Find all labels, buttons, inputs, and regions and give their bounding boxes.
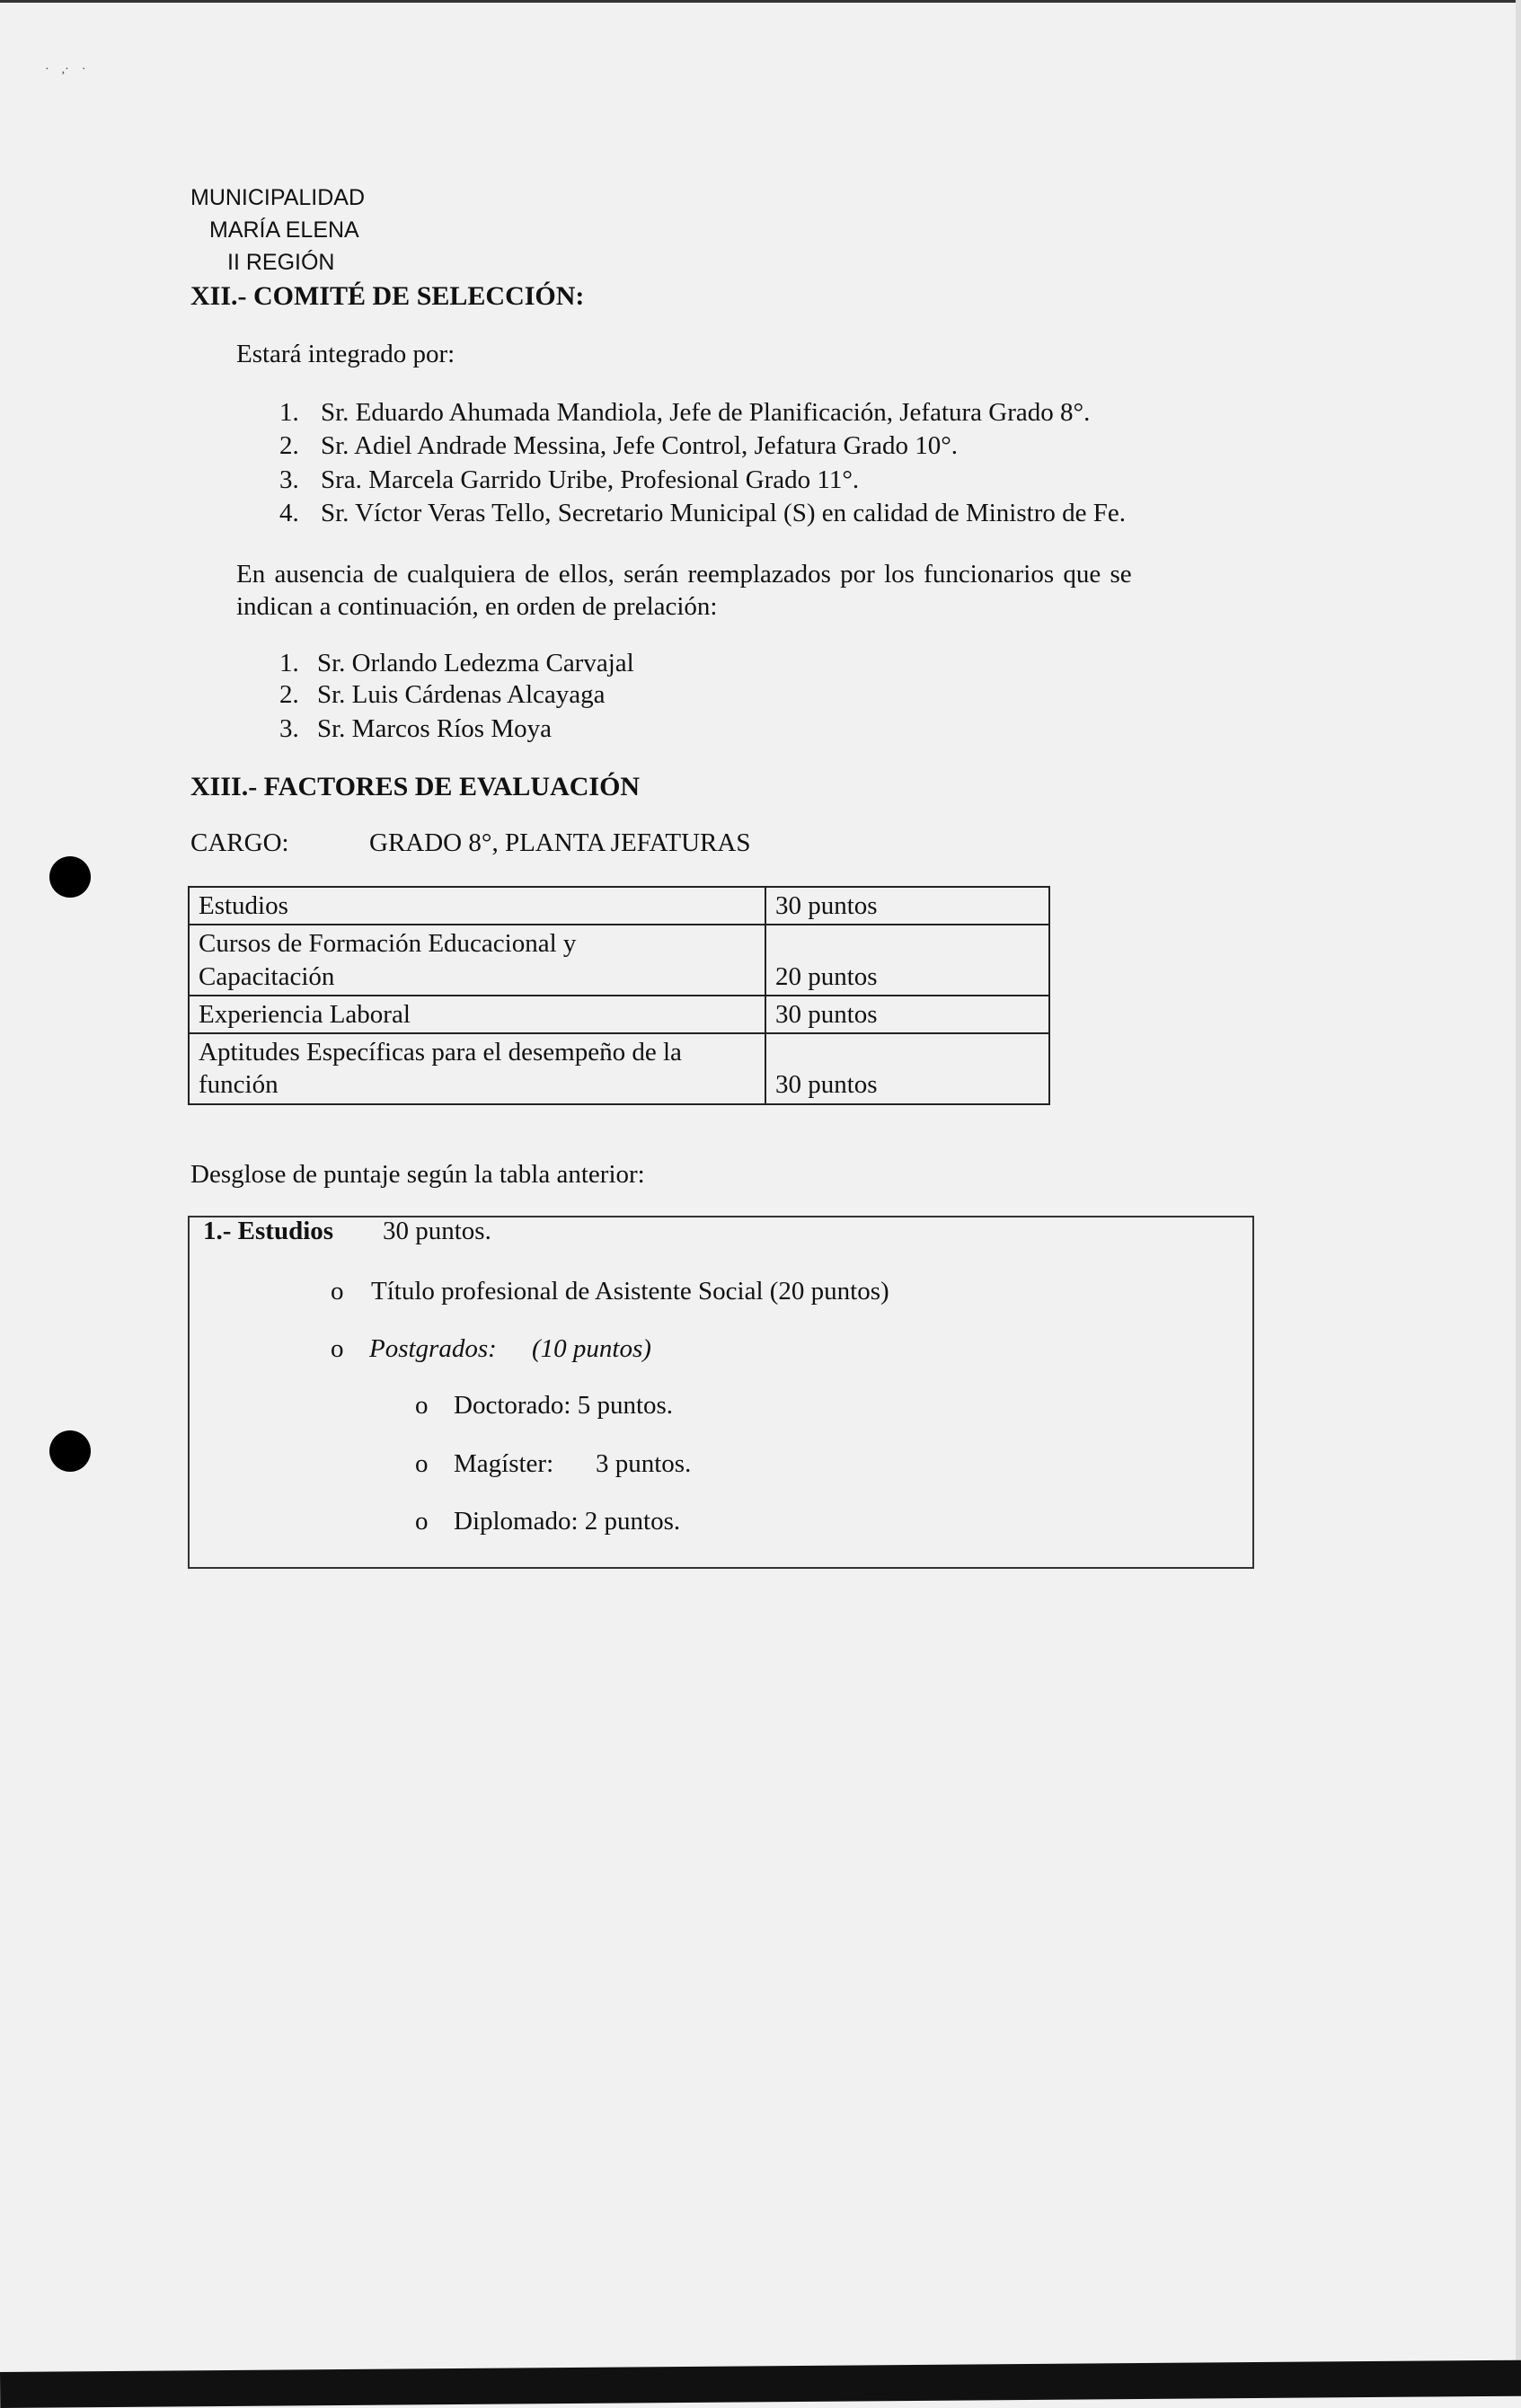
list-number: 2.	[279, 680, 299, 709]
bullet-icon: o	[415, 1449, 429, 1478]
scan-specks: · ,· ·	[45, 63, 86, 76]
letterhead-line: MUNICIPALIDAD	[190, 185, 366, 210]
list-item: Sr. Orlando Ledezma Carvajal	[317, 649, 634, 677]
table-row	[189, 925, 1049, 996]
table-row	[189, 887, 1049, 925]
letterhead-line: MARÍA ELENA	[209, 217, 359, 243]
bullet-icon: o	[331, 1277, 344, 1306]
list-item: Sr. Luis Cárdenas Alcayaga	[317, 680, 606, 709]
evaluation-factors-table	[188, 886, 1050, 1105]
breakdown-box	[188, 1216, 1254, 1569]
list-number: 4.	[279, 499, 299, 527]
breakdown-item-points: (10 puntos)	[532, 1334, 651, 1363]
cargo-value: GRADO 8°, PLANTA JEFATURAS	[369, 828, 751, 857]
punch-hole	[49, 1430, 91, 1472]
breakdown-subitem: Doctorado: 5 puntos.	[454, 1391, 674, 1420]
list-item: Sr. Víctor Veras Tello, Secretario Municipal (S) en calidad de Ministro de Fe.	[321, 499, 1126, 527]
punch-hole	[49, 856, 91, 898]
factor-cell	[189, 925, 765, 996]
list-number: 2.	[279, 431, 299, 460]
breakdown-item: Postgrados:	[369, 1334, 497, 1363]
list-number: 1.	[279, 649, 299, 677]
letterhead-line: II REGIÓN	[227, 250, 335, 275]
factor-label: Estudios	[199, 891, 288, 920]
breakdown-subitem: Diplomado: 2 puntos.	[454, 1507, 681, 1536]
breakdown-intro: Desglose de puntaje según la tabla anterior:	[190, 1160, 645, 1189]
factor-cell	[189, 887, 765, 925]
replacement-paragraph: En ausencia de cualquiera de ellos, serán reemplazados por los funcionarios que se	[236, 560, 1132, 589]
scan-right-edge	[1516, 0, 1521, 2395]
list-item: Sr. Marcos Ríos Moya	[317, 714, 552, 743]
bullet-icon: o	[415, 1507, 429, 1536]
cargo-label: CARGO:	[190, 828, 289, 857]
factor-cell	[189, 1033, 765, 1104]
factor-label: Capacitación	[199, 961, 335, 991]
points-cell: 30 puntos	[765, 996, 1049, 1033]
breakdown-heading: 1.- Estudios	[203, 1217, 334, 1245]
list-item: Sr. Eduardo Ahumada Mandiola, Jefe de Planificación, Jefatura Grado 8°.	[321, 398, 1091, 427]
factor-label: Experiencia Laboral	[199, 999, 411, 1029]
breakdown-heading-points: 30 puntos.	[383, 1217, 491, 1245]
section-13-title: XIII.- FACTORES DE EVALUACIÓN	[190, 772, 641, 801]
scan-bottom-edge	[0, 2360, 1521, 2408]
list-item: Sra. Marcela Garrido Uribe, Profesional Grado 11°.	[321, 465, 860, 494]
list-number: 3.	[279, 714, 299, 743]
bullet-icon: o	[415, 1391, 429, 1420]
table-row	[189, 996, 1049, 1033]
list-item: Sr. Adiel Andrade Messina, Jefe Control, Jefatura Grado 10°.	[321, 431, 959, 460]
replacement-paragraph: indican a continuación, en orden de prelación:	[236, 592, 718, 621]
table-row	[189, 1033, 1049, 1104]
factor-label: Aptitudes Específicas para el desempeño de la	[199, 1038, 682, 1067]
list-number: 3.	[279, 465, 299, 494]
section-12-intro: Estará integrado por:	[236, 340, 455, 368]
points-cell: 30 puntos	[765, 1033, 1049, 1104]
points-cell: 20 puntos	[765, 925, 1049, 996]
factor-label: Cursos de Formación Educacional y	[199, 929, 577, 959]
factor-cell	[189, 996, 765, 1033]
breakdown-subitem: Magíster:	[454, 1449, 554, 1478]
scan-top-edge	[0, 0, 1521, 3]
bullet-icon: o	[331, 1334, 344, 1363]
factor-label: función	[199, 1070, 279, 1100]
list-number: 1.	[279, 398, 299, 427]
breakdown-item: Título profesional de Asistente Social (20 puntos)	[371, 1277, 889, 1306]
breakdown-subitem-points: 3 puntos.	[596, 1449, 692, 1478]
section-12-title: XII.- COMITÉ DE SELECCIÓN:	[190, 281, 585, 311]
points-cell: 30 puntos	[765, 887, 1049, 925]
